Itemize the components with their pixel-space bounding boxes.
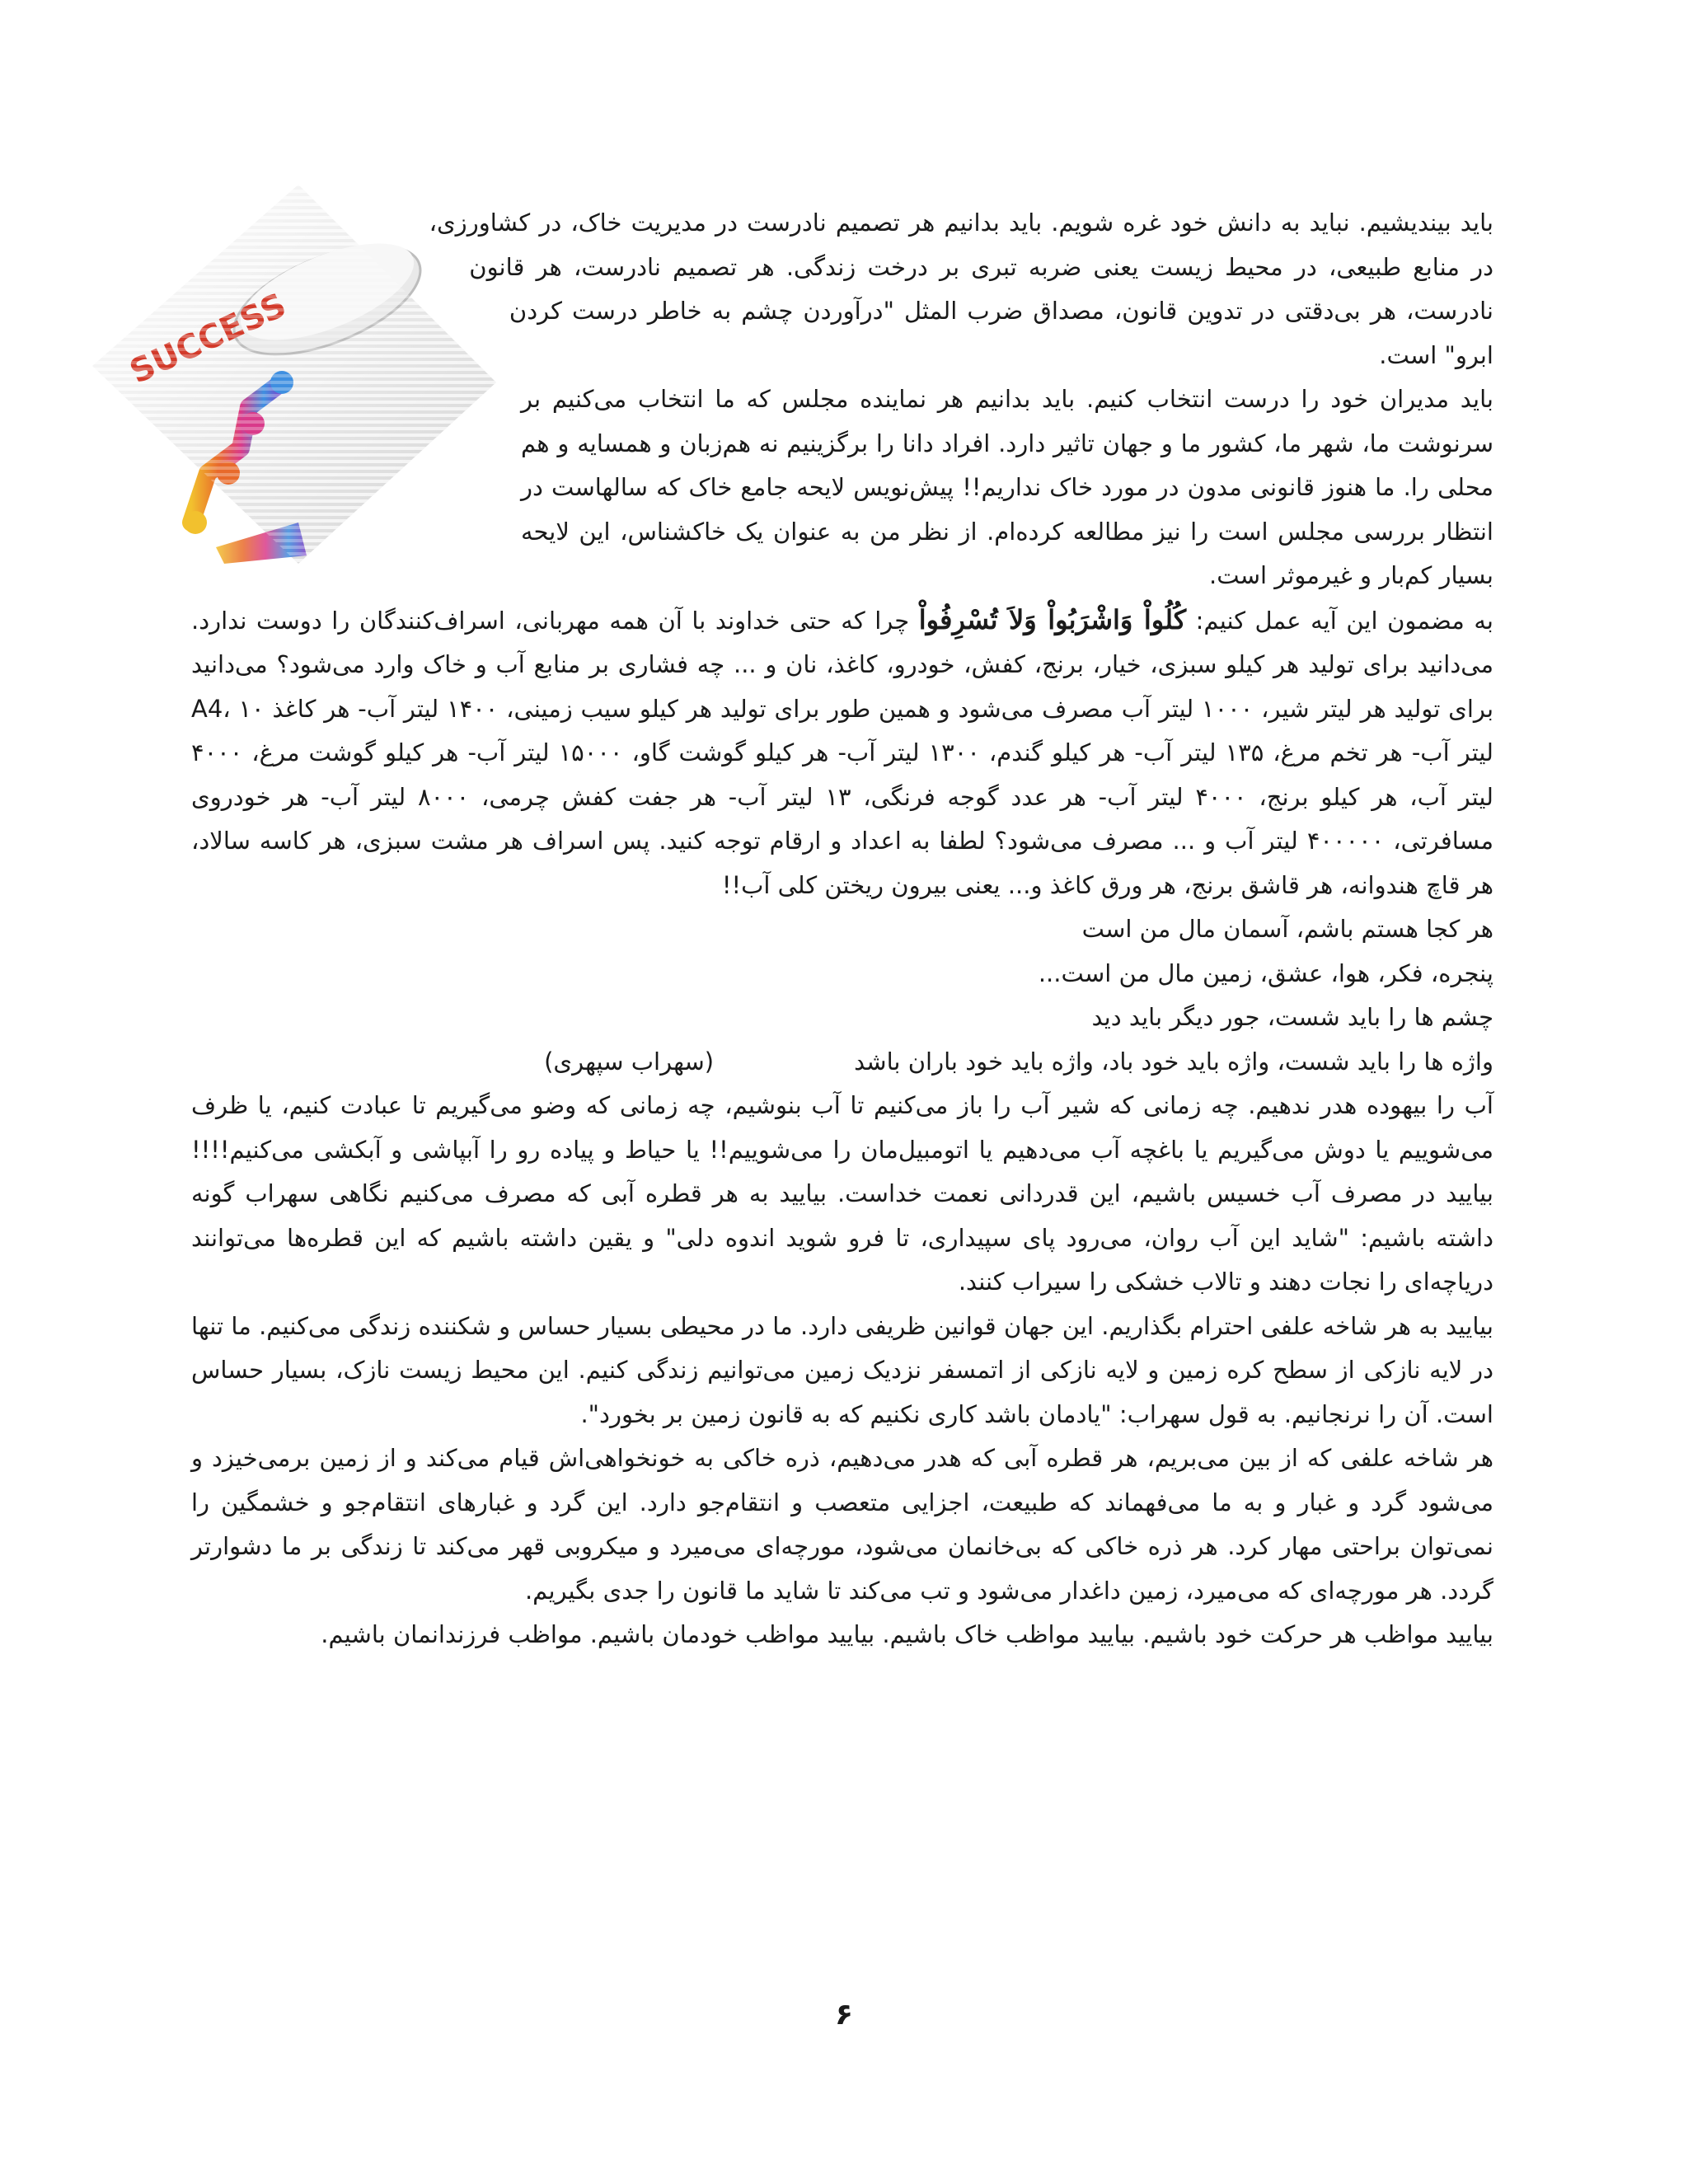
paragraph-water: آب را بیهوده هدر ندهیم. چه زمانی که شیر آب را باز می‌کنیم تا آب بنوشیم، چه زمانی که وضو می‌گیریم تا عبادت کنیم، یا ظرف می‌شوییم یا دوش می‌گیریم یا باغچه آب می‌دهیم یا اتومبیل‌مان را می‌شوییم!! یا حیاط و پیاده رو را آبپاشی و آبکشی می‌کنیم!!!! بیایید در مصرف آب خسیس باشیم، این قدردانی نعمت خداست. بیایید به هر قطره آبی که مصرف می‌کنیم نگاهی سهراب گونه داشته باشیم: "شاید این آب روان، می‌رود پای سپیداری، تا فرو شوید اندوه دلی" و یقین داشته باشیم که این قطره‌ها می‌توانند دریاچه‌ای را نجات دهند و تالاب خشکی را سیراب کنند. <box>191 1091 1493 1296</box>
paragraph-2: باید مدیران خود را درست انتخاب کنیم. باید بدانیم هر نماینده مجلس که ما انتخاب می‌کنیم بر سرنوشت ما، شهر ما، کشور ما و جهان تاثیر دارد. افراد دانا را برگزینیم نه هم‌زبان و همسایه و هم محلی را. ما هنوز قانونی مدون در مورد خاک نداریم!! پیش‌نویس لایحه جامع خاک که سالهاست در انتظار بررسی مجلس است را نیز مطالعه کرده‌ام. از نظر من به عنوان یک خاکشناس، این لایحه بسیار کم‌بار و غیرموثر است. <box>521 385 1493 589</box>
paragraph-dust: هر شاخه علفی که از بین می‌بریم، هر قطره آبی که هدر می‌دهیم، ذره خاکی به خونخواهی‌اش قیام می‌کند و از زمین برمی‌خیزد و می‌شود گرد و غبار و به ما می‌فهماند که طبیعت، اجزایی متعصب و انتقام‌جو دارد. این گرد و غبارهای انتقام‌جو و خشمگین را نمی‌توان براحتی مهار کرد. هر ذره خاکی که بی‌خانمان می‌شود، مورچه‌ای می‌میرد و میکروبی قهر می‌کند تا زندگی بر ما دشوارتر گردد. هر مورچه‌ای که می‌میرد، زمین داغدار می‌شود و تب می‌کند تا شاید ما قانون را جدی بگیریم. <box>191 1444 1493 1605</box>
poem-last-line <box>191 1040 1493 1085</box>
poem <box>191 907 1493 1084</box>
poem-credit: (سهراب سپهری) <box>544 1047 715 1076</box>
poem-line: هر کجا هستم باشم، آسمان مال من است <box>1081 915 1493 943</box>
verse-intro: به مضمون این آیه عمل کنیم: <box>1186 606 1494 635</box>
poem-line: پنجره، فکر، هوا، عشق، زمین مال من است... <box>1038 958 1493 987</box>
paragraph-1: باید بیندیشیم. نباید به دانش خود غره شویم. باید بدانیم هر تصمیم نادرست در مدیریت خاک، در کشاورزی، در منابع طبیعی، در محیط زیست یعنی ضربه تبری بر درخت زندگی. هر تصمیم نادرست، هر قانون نادرست، هر بی‌دقتی در تدوین قانون، مصداق ضرب المثل "درآوردن چشم به خاطر درست کردن ابرو" است. <box>429 209 1493 369</box>
quran-verse: كُلُواْ وَاشْرَبُواْ وَلاَ تُسْرِفُواْ <box>918 603 1187 635</box>
paragraph-closing: بیایید مواظب هر حرکت خود باشیم. بیایید مواظب خاک باشیم. بیایید مواظب خودمان باشیم. مواظب فرزندانمان باشیم. <box>321 1620 1493 1648</box>
paragraph-grass: بیایید به هر شاخه علفی احترام بگذاریم. این جهان قوانین ظریفی دارد. ما در محیطی بسیار حساس و شکننده زندگی می‌کنیم. ما تنها در لایه نازکی از سطح کره زمین و لایه نازکی از اتمسفر نزدیک زمین می‌توانیم زندگی کنیم. این محیط زیست نازک، بسیار حساس است. آن را نرنجانیم. به قول سهراب: "یادمان باشد کاری نکنیم که به قانون زمین بر بخورد". <box>191 1311 1493 1428</box>
body-text <box>191 201 1493 1657</box>
poem-last-line-text: واژه ها را باید شست، واژه باید خود باد، واژه باید خود باران باشد <box>854 1047 1493 1076</box>
verse-paragraph <box>191 598 1493 908</box>
verse-body: چرا که حتی خداوند با آن همه مهربانی، اسراف‌کنندگان را دوست ندارد. می‌دانید برای تولید هر کیلو سبزی، خیار، برنج، کفش، خودرو، کاغذ، نان و ... چه فشاری بر منابع آب و خاک وارد می‌شود؟ می‌دانید برای تولید هر لیتر شیر، ۱۰۰۰ لیتر آب مصرف می‌شود و همین طور برای تولید هر کیلو سیب زمینی، ۱۴۰۰ لیتر آب- هر کاغذ A4، ۱۰ لیتر آب- هر تخم مرغ، ۱۳۵ لیتر آب- هر کیلو گندم، ۱۳۰۰ لیتر آب- هر کیلو گوشت گاو، ۱۵۰۰۰ لیتر آب- هر کیلو گوشت مرغ، ۴۰۰۰ لیتر آب، هر کیلو برنج، ۴۰۰۰ لیتر آب- هر عدد گوجه فرنگی، ۱۳ لیتر آب- هر جفت کفش چرمی، ۸۰۰۰ لیتر آب- هر خودروی مسافرتی، ۴۰۰۰۰۰ لیتر آب و ... مصرف می‌شود؟ لطفا به اعداد و ارقام توجه کنید. پس اسراف هر مشت سبزی، هر کاسه سالاد، هر قاچ هندوانه، هر قاشق برنج، هر ورق کاغذ و... یعنی بیرون ریختن کلی آب!! <box>191 606 1494 899</box>
poem-line: چشم ها را باید شست، جور دیگر باید دید <box>1091 1003 1493 1031</box>
page-number: ۶ <box>835 1998 853 2032</box>
